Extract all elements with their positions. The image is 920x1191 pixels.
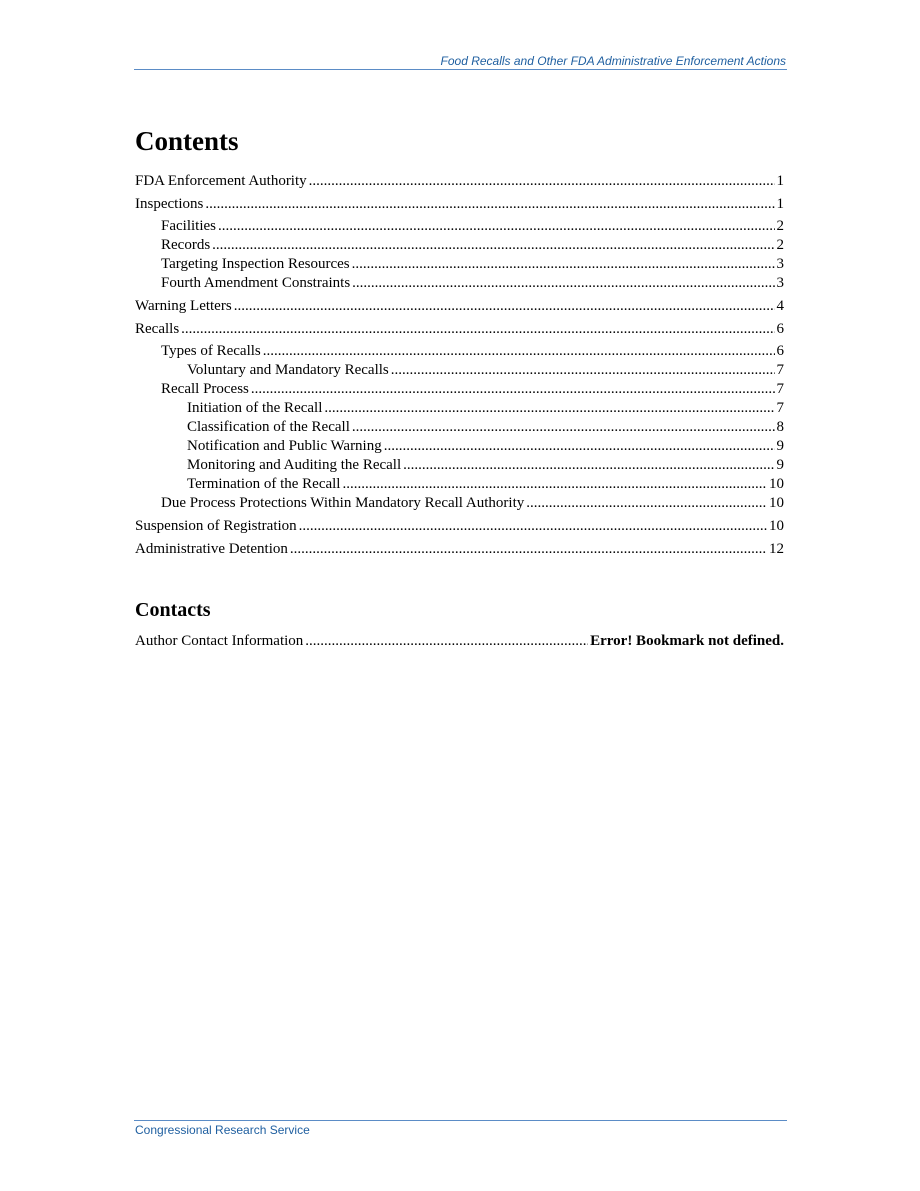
footer-divider — [134, 1120, 787, 1121]
toc-entry-title: Inspections — [135, 196, 204, 212]
toc-entry-page: 1 — [776, 173, 784, 189]
toc-entry-page: 6 — [776, 321, 784, 337]
dot-leader — [218, 217, 775, 236]
toc-entry-page: 9 — [776, 438, 784, 454]
toc-entry-title: Notification and Public Warning — [187, 438, 382, 454]
dot-leader — [305, 632, 588, 651]
toc-entry-title: Author Contact Information — [135, 633, 304, 649]
toc-entry-page: 2 — [776, 237, 784, 253]
toc-entry-title: Voluntary and Mandatory Recalls — [187, 362, 389, 378]
toc-entry-termination-of-the-recall[interactable] — [135, 475, 784, 494]
toc-entry-facilities[interactable] — [135, 217, 784, 236]
toc-entry-title: Classification of the Recall — [187, 419, 350, 435]
header-divider — [134, 69, 787, 70]
toc-entry-targeting-inspection-resources[interactable] — [135, 255, 784, 274]
toc-entry-page: 7 — [776, 381, 784, 397]
toc-entry-page: 6 — [776, 343, 784, 359]
contacts-list — [135, 632, 784, 651]
toc-entry-page: 12 — [769, 541, 784, 557]
toc-entry-page: 3 — [776, 275, 784, 291]
dot-leader — [352, 274, 774, 293]
dot-leader — [391, 361, 775, 380]
dot-leader — [384, 437, 775, 456]
toc-entry-title: Facilities — [161, 218, 216, 234]
dot-leader — [526, 494, 767, 513]
toc-entry-title: FDA Enforcement Authority — [135, 173, 307, 189]
toc-entry-title: Recalls — [135, 321, 180, 337]
toc-entry-page: 9 — [776, 457, 784, 473]
dot-leader — [309, 172, 775, 191]
toc-entry-title: Fourth Amendment Constraints — [161, 275, 351, 291]
dot-leader — [299, 517, 767, 536]
toc-entry-page: 10 — [769, 495, 784, 511]
toc-entry-page: 7 — [776, 362, 784, 378]
toc-entry-fourth-amendment-constraints[interactable] — [135, 274, 784, 293]
table-of-contents — [135, 172, 784, 559]
dot-leader — [234, 297, 775, 316]
toc-entry-due-process-protections[interactable] — [135, 494, 784, 513]
contents-heading: Contents — [135, 126, 239, 156]
toc-entry-title: Monitoring and Auditing the Recall — [187, 457, 402, 473]
dot-leader — [352, 418, 775, 437]
dot-leader — [352, 255, 775, 274]
dot-leader — [324, 399, 774, 418]
dot-leader — [290, 540, 767, 559]
toc-entry-page: 10 — [769, 518, 784, 534]
toc-entry-types-of-recalls[interactable] — [135, 342, 784, 361]
dot-leader — [263, 342, 775, 361]
running-header-title: Food Recalls and Other FDA Administrative Enforcement Actions — [440, 54, 786, 68]
toc-entry-monitoring-and-auditing-the-recall[interactable] — [135, 456, 784, 475]
toc-entry-page: 4 — [776, 298, 784, 314]
dot-leader — [212, 236, 774, 255]
toc-entry-title: Due Process Protections Within Mandatory Recall Authority — [161, 495, 525, 511]
toc-entry-page: 1 — [776, 196, 784, 212]
toc-entry-title: Initiation of the Recall — [187, 400, 323, 416]
toc-entry-page: 8 — [776, 419, 784, 435]
toc-entry-recalls[interactable] — [135, 320, 784, 339]
toc-entry-title: Types of Recalls — [161, 343, 261, 359]
toc-entry-inspections[interactable] — [135, 195, 784, 214]
toc-entry-page: 10 — [769, 476, 784, 492]
dot-leader — [342, 475, 767, 494]
toc-entry-title: Termination of the Recall — [187, 476, 341, 492]
toc-entry-author-contact-information[interactable] — [135, 632, 784, 651]
contacts-heading: Contacts — [135, 599, 211, 621]
toc-entry-title: Warning Letters — [135, 298, 232, 314]
dot-leader — [205, 195, 774, 214]
toc-entry-title: Recall Process — [161, 381, 249, 397]
toc-entry-recall-process[interactable] — [135, 380, 784, 399]
toc-entry-page: 3 — [776, 256, 784, 272]
toc-entry-page-error: Error! Bookmark not defined. — [590, 633, 784, 649]
toc-entry-fda-enforcement-authority[interactable] — [135, 172, 784, 191]
toc-entry-records[interactable] — [135, 236, 784, 255]
toc-entry-title: Administrative Detention — [135, 541, 288, 557]
toc-entry-page: 7 — [776, 400, 784, 416]
dot-leader — [251, 380, 775, 399]
toc-entry-voluntary-and-mandatory-recalls[interactable] — [135, 361, 784, 380]
toc-entry-warning-letters[interactable] — [135, 297, 784, 316]
toc-entry-page: 2 — [776, 218, 784, 234]
toc-entry-initiation-of-the-recall[interactable] — [135, 399, 784, 418]
toc-entry-administrative-detention[interactable] — [135, 540, 784, 559]
dot-leader — [403, 456, 774, 475]
toc-entry-classification-of-the-recall[interactable] — [135, 418, 784, 437]
dot-leader — [181, 320, 774, 339]
toc-entry-title: Records — [161, 237, 211, 253]
footer-organization: Congressional Research Service — [135, 1123, 310, 1137]
toc-entry-title: Targeting Inspection Resources — [161, 256, 350, 272]
toc-entry-suspension-of-registration[interactable] — [135, 517, 784, 536]
toc-entry-title: Suspension of Registration — [135, 518, 297, 534]
toc-entry-notification-and-public-warning[interactable] — [135, 437, 784, 456]
